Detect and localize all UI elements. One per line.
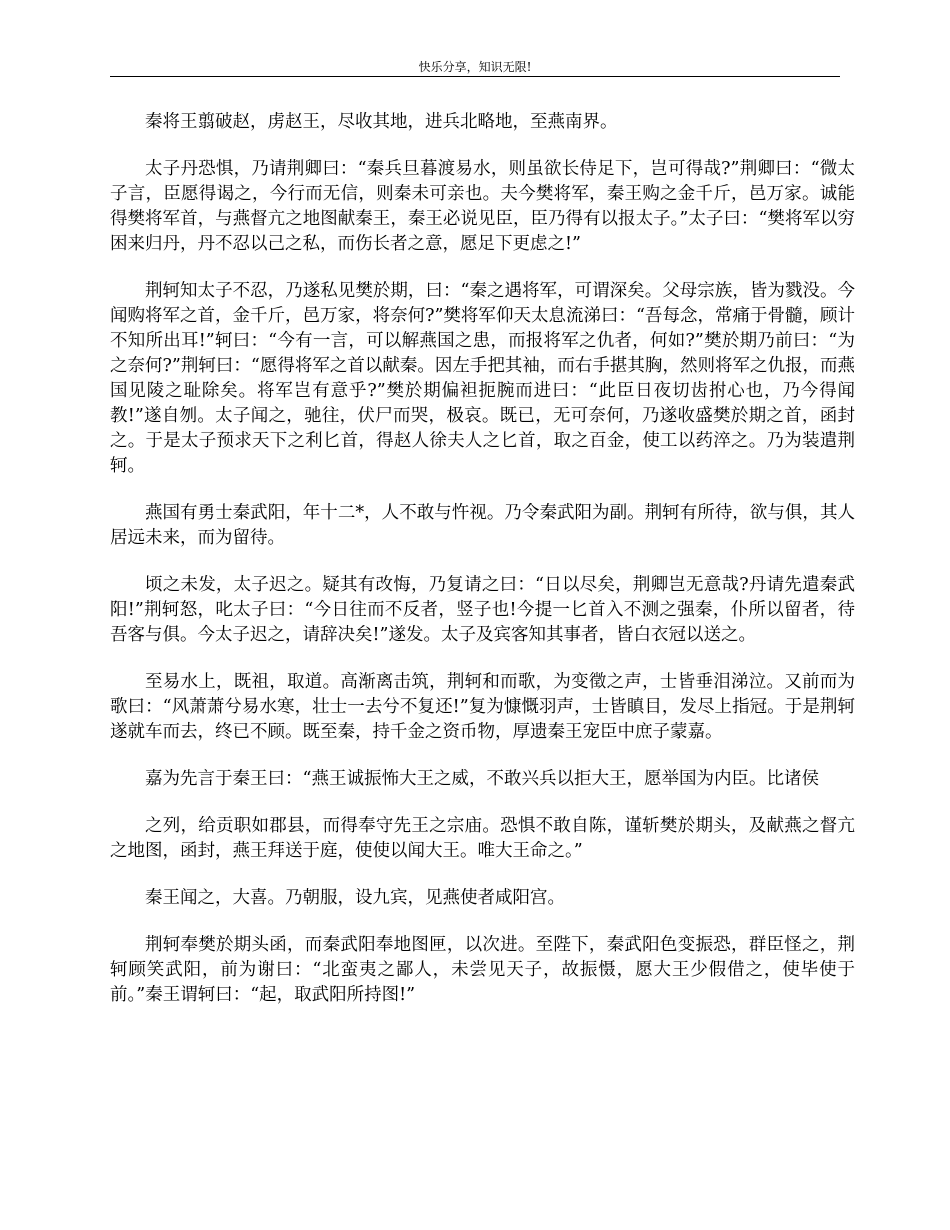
paragraph-2: 太子丹恐惧，乃请荆卿曰：“秦兵旦暮渡易水，则虽欲长侍足下，岂可得哉?”荆卿曰：“微太子言，臣愿得谒之，今行而无信，则秦未可亲也。夫今樊将军，秦王购之金千斤，邑万家。诚能得樊将军首，与燕督亢之地图献秦王，秦王必说见臣，臣乃得有以报太子。”太子曰：“樊将军以穷困来归丹，丹不忍以己之私，而伤长者之意，愿足下更虑之!”: [110, 159, 855, 254]
page-header: 快乐分享，知识无限!: [418, 60, 532, 74]
paragraph-1: 秦将王翦破赵，虏赵王，尽收其地，进兵北略地，至燕南界。: [145, 112, 618, 132]
paragraph-10: 荆轲奉樊於期头函，而秦武阳奉地图匣，以次进。至陛下，秦武阳色变振恐，群臣怪之，荆轲顾笑武阳，前为谢曰：“北蛮夷之鄙人，未尝见天子，故振慑，愿大王少假借之，使毕使于前。”秦王谓轲曰：“起，取武阳所持图!”: [110, 935, 855, 1005]
paragraph-7: 嘉为先言于秦王曰：“燕王诚振怖大王之威，不敢兴兵以拒大王，愿举国为内臣。比诸侯: [145, 769, 819, 789]
header-divider: [110, 76, 840, 77]
paragraph-4: 燕国有勇士秦武阳，年十二*，人不敢与忤视。乃令秦武阳为副。荆轲有所待，欲与俱，其人居远未来，而为留待。: [110, 503, 855, 548]
paragraph-5: 顷之未发，太子迟之。疑其有改悔，乃复请之曰：“日以尽矣，荆卿岂无意哉?丹请先遣秦武阳!”荆轲怒，叱太子曰：“今日往而不反者，竖子也!今提一匕首入不测之强秦，仆所以留者，待吾客与俱。今太子迟之，请辞决矣!”遂发。太子及宾客知其事者，皆白衣冠以送之。: [110, 575, 855, 645]
document-body: [110, 110, 855, 1030]
paragraph-9: 秦王闻之，大喜。乃朝服，设九宾，见燕使者咸阳宫。: [145, 888, 565, 908]
paragraph-3: 荆轲知太子不忍，乃遂私见樊於期，曰：“秦之遇将军，可谓深矣。父母宗族，皆为戮没。今闻购将军之首，金千斤，邑万家，将奈何?”樊将军仰天太息流涕曰：“吾每念，常痛于骨髓，顾计不知所出耳!”轲曰：“今有一言，可以解燕国之患，而报将军之仇者，何如?”樊於期乃前曰：“为之奈何?”荆轲曰：“愿得将军之首以献秦。因左手把其袖，而右手揕其胸，然则将军之仇报，而燕国见陵之耻除矣。将军岂有意乎?”樊於期偏袒扼腕而进曰：“此臣日夜切齿拊心也，乃今得闻教!”遂自刎。太子闻之，驰往，伏尸而哭，极哀。既已，无可奈何，乃遂收盛樊於期之首，函封之。于是太子预求天下之利匕首，得赵人徐夫人之匕首，取之百金，使工以药淬之。乃为装遣荆轲。: [110, 281, 855, 476]
paragraph-8: 之列，给贡职如郡县，而得奉守先王之宗庙。恐惧不敢自陈，谨斩樊於期头，及献燕之督亢之地图，函封，燕王拜送于庭，使使以闻大王。唯大王命之。”: [110, 816, 855, 861]
paragraph-6: 至易水上，既祖，取道。高渐离击筑，荆轲和而歌，为变徵之声，士皆垂泪涕泣。又前而为歌曰：“风萧萧兮易水寒，壮士一去兮不复还!”复为慷慨羽声，士皆瞋目，发尽上指冠。于是荆轲遂就车而去，终已不顾。既至秦，持千金之资币物，厚遗秦王宠臣中庶子蒙嘉。: [110, 672, 855, 742]
